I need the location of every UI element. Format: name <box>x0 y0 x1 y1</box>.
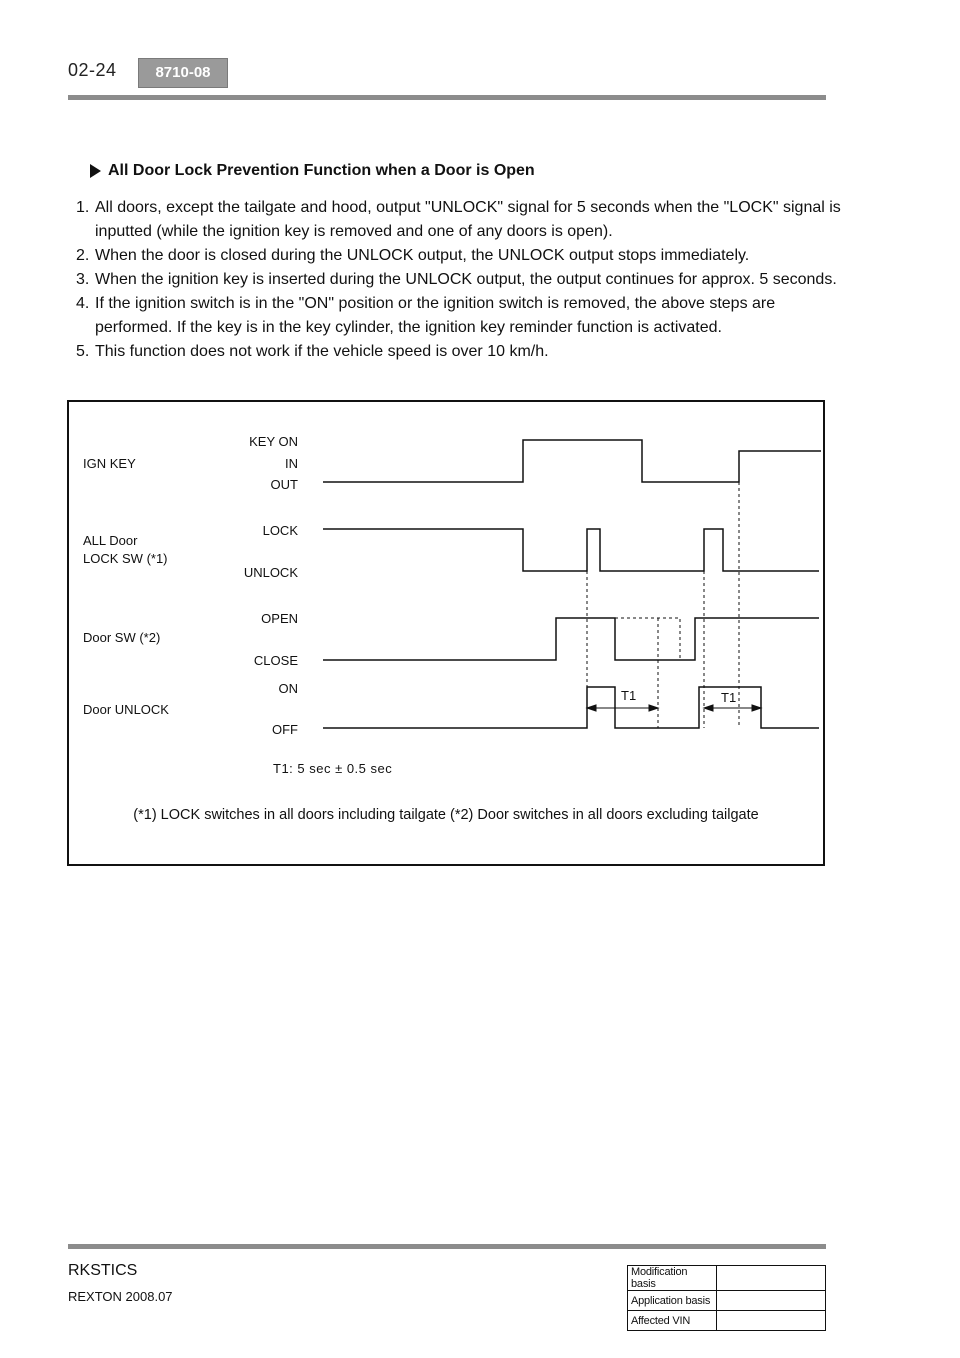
list-item <box>76 196 846 244</box>
table-row <box>628 1291 826 1311</box>
state-label-key-on: KEY ON <box>249 434 298 449</box>
arrow-head-left-icon <box>704 705 713 711</box>
step-number: 5. <box>76 343 90 360</box>
modification-table <box>627 1265 826 1331</box>
list-item <box>76 244 846 268</box>
triangle-bullet-icon <box>90 164 101 178</box>
lock-sw-label-line2: LOCK SW (*1) <box>83 551 168 566</box>
page-number: 02-24 <box>68 60 117 80</box>
arrow-head-left-icon <box>587 705 596 711</box>
arrow-head-right-icon <box>752 705 761 711</box>
door-unlock-label: Door UNLOCK <box>83 702 169 717</box>
state-label-off: OFF <box>272 722 298 737</box>
state-label-close: CLOSE <box>253 653 298 668</box>
arrow-head-right-icon <box>649 705 658 711</box>
lock-sw-waveform <box>323 529 819 571</box>
table-cell-value <box>717 1266 826 1291</box>
step-text: When the ignition key is inserted during the UNLOCK output, the output continues for approx. 5 seconds. <box>95 271 837 288</box>
step-text: When the door is closed during the UNLOCK output, the UNLOCK output stops immediately. <box>95 247 750 264</box>
table-cell-label: Modification basis <box>628 1266 717 1291</box>
section-code-badge: 8710-08 <box>138 58 228 88</box>
ign-key-waveform <box>323 440 821 482</box>
footer-brand: RKSTICS <box>68 1262 138 1279</box>
state-label-unlock: UNLOCK <box>243 565 298 580</box>
section-heading-text: All Door Lock Prevention Function when a Door is Open <box>108 162 535 179</box>
table-cell-value <box>717 1291 826 1311</box>
timing-diagram-svg <box>69 402 823 864</box>
step-text: All doors, except the tailgate and hood, output "UNLOCK" signal for 5 seconds when the "LOCK" signal is inputted (while the ignition key is removed and one of any doors is open). <box>95 199 841 240</box>
state-label-open: OPEN <box>261 611 298 626</box>
step-text: This function does not work if the vehicle speed is over 10 km/h. <box>95 343 549 360</box>
step-number: 3. <box>76 271 90 288</box>
table-row <box>628 1311 826 1331</box>
state-label-in: IN <box>285 456 298 471</box>
timing-diagram <box>67 400 825 866</box>
state-label-on: ON <box>278 681 298 696</box>
lock-sw-label-line1: ALL Door <box>83 533 138 548</box>
ign-key-label: IGN KEY <box>83 456 136 471</box>
table-cell-value <box>717 1311 826 1331</box>
state-label-out: OUT <box>270 477 298 492</box>
step-text: If the ignition switch is in the "ON" position or the ignition switch is removed, the above steps are performed. If the key is in the key cylinder, the ignition key reminder function is activated. <box>95 295 776 336</box>
step-number: 4. <box>76 295 90 312</box>
list-item <box>76 268 846 292</box>
diagram-footnote: (*1) LOCK switches in all doors including tailgate (*2) Door switches in all doors excluding tailgate <box>133 807 759 823</box>
table-row <box>628 1266 826 1291</box>
table-cell-label: Application basis <box>628 1291 717 1311</box>
list-item <box>76 292 846 340</box>
header-rule <box>68 95 826 100</box>
step-number: 2. <box>76 247 90 264</box>
state-label-lock: LOCK <box>262 523 298 538</box>
table-cell-label: Affected VIN <box>628 1311 717 1331</box>
footer-rule <box>68 1244 826 1249</box>
t1-label: T1 <box>621 688 637 703</box>
list-item <box>76 340 846 364</box>
t1-spec: T1: 5 sec ± 0.5 sec <box>273 761 393 776</box>
section-heading <box>90 162 535 180</box>
step-number: 1. <box>76 199 90 216</box>
door-sw-expected-open <box>615 618 680 660</box>
footer-model: REXTON 2008.07 <box>68 1289 173 1304</box>
door-sw-label: Door SW (*2) <box>83 630 161 645</box>
door-sw-waveform <box>323 618 819 660</box>
steps-list <box>76 196 846 364</box>
t1-label: T1 <box>721 690 737 705</box>
